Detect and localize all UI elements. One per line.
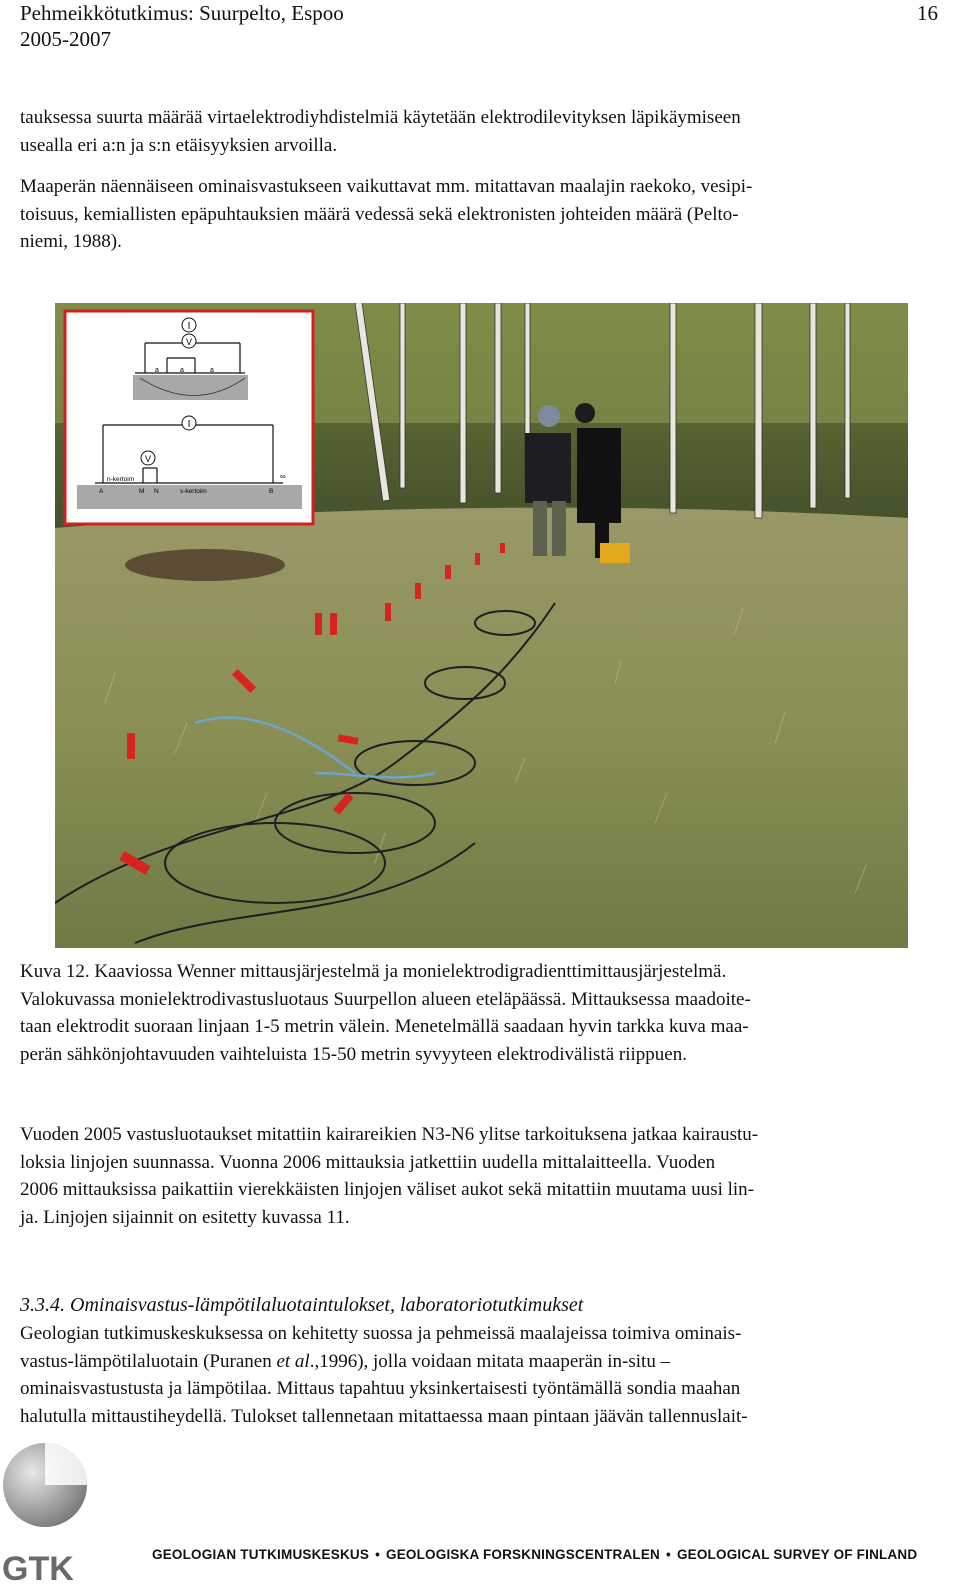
paragraph-line: 2006 mittauksissa paikattiin vierekkäisten linjojen väliset aukot sekä mitattiin muutama uusi lin- <box>20 1179 755 1200</box>
paragraph-line: usealla eri a:n ja s:n etäisyyksien arvoilla. <box>20 134 338 156</box>
paragraph-1 <box>20 104 942 159</box>
inset-electrode-B: B <box>269 488 274 495</box>
footer-org-fi: GEOLOGIAN TUTKIMUSKESKUS <box>152 1547 370 1562</box>
caption-line: perän sähkönjohtavuuden vaihteluista 15-50 metrin syvyyteen elektrodivälistä riippuen. <box>20 1043 687 1065</box>
paragraph-line: ominaisvastustusta ja lämpötilaa. Mittaus tapahtuu yksinkertaisesti työntämällä sondia maahan <box>20 1378 741 1399</box>
gtk-logo <box>0 1440 100 1583</box>
paragraph-line: loksia linjojen suunnassa. Vuonna 2006 mittauksia jatkettiin uudella mittalaitteella. Vuoden <box>20 1151 716 1173</box>
footer-org-en: GEOLOGICAL SURVEY OF FINLAND <box>676 1547 918 1562</box>
paragraph-line: niemi, 1988). <box>20 231 122 252</box>
footer-bullet: • <box>375 1547 380 1562</box>
inset-current-label: I <box>187 419 191 430</box>
inset-s-label: s-kertoim <box>180 488 207 495</box>
inset-a-label: a <box>155 367 159 374</box>
inset-infinity: ∞ <box>280 472 286 481</box>
footer-organizations <box>152 1547 917 1562</box>
inset-voltage-label: V <box>144 454 152 464</box>
paragraph-line: Vuoden 2005 vastusluotaukset mitattiin kairareikien N3-N6 ylitse tarkoituksena jatkaa kairaustu- <box>20 1124 759 1145</box>
caption-line: Kuva 12. Kaaviossa Wenner mittausjärjestelmä ja monielektrodigradienttimittausjärjestelmä. <box>20 961 727 982</box>
field-photo <box>55 303 908 948</box>
gtk-logo-text: GTK <box>2 1550 74 1583</box>
page-number: 16 <box>917 1 938 25</box>
inset-current-label: I <box>187 321 191 332</box>
inset-electrode-A: A <box>99 488 104 495</box>
inset-voltage-label: V <box>185 337 193 347</box>
document-header <box>20 0 344 52</box>
inset-diagram <box>65 311 313 524</box>
inset-electrode-M: M <box>139 488 145 495</box>
header-title: Pehmeikkötutkimus: Suurpelto, Espoo <box>20 1 344 25</box>
paragraph-line: halutulla mittaustiheydellä. Tulokset tallennetaan mitattaessa maan pintaan jäävän tallennuslait- <box>20 1405 748 1427</box>
caption-line: taan elektrodit suoraan linjaan 1-5 metrin välein. Menetelmällä saadaan hyvin tarkka kuva maa- <box>20 1016 749 1037</box>
paragraph-line: toisuus, kemiallisten epäpuhtauksien määrä vedessä sekä elektronisten johteiden määrä (Pelto- <box>20 203 739 225</box>
paragraph-line: ja. Linjojen sijainnit on esitetty kuvassa 11. <box>20 1206 350 1228</box>
paragraph-line: Maaperän näennäiseen ominaisvastukseen vaikuttavat mm. mitattavan maalajin raekoko, vesipi- <box>20 176 753 197</box>
paragraph-4 <box>20 1320 942 1430</box>
inset-a-label: a <box>180 367 184 374</box>
instrument-box <box>600 543 630 563</box>
paragraph-line: tauksessa suurta määrää virtaelektrodiyhdistelmiä käytetään elektrodilevityksen läpikäymiseen <box>20 107 741 128</box>
section-heading: 3.3.4. Ominaisvastus-lämpötilaluotaintulokset, laboratoriotutkimukset <box>20 1294 584 1316</box>
footer-org-sv: GEOLOGISKA FORSKNINGSCENTRALEN <box>386 1547 661 1562</box>
et-al: et al <box>276 1350 310 1372</box>
paragraph-2 <box>20 173 942 256</box>
inset-electrode-N: N <box>154 488 159 495</box>
header-years: 2005-2007 <box>20 27 111 51</box>
caption-line: Valokuvassa monielektrodivastusluotaus Suurpellon alueen eteläpäässä. Mittauksessa maadoite- <box>20 988 751 1010</box>
figure-caption <box>20 958 942 1068</box>
paragraph-3 <box>20 1121 942 1231</box>
paragraph-line: Geologian tutkimuskeskuksessa on kehitetty suossa ja pehmeissä maalajeissa toimiva ominais- <box>20 1323 742 1344</box>
inset-a-label: a <box>210 367 214 374</box>
paragraph-line: vastus-lämpötilaluotain (Puranen et al.,1996), jolla voidaan mitata maaperän in-situ – <box>20 1350 671 1372</box>
footer-bullet: • <box>666 1547 671 1562</box>
inset-n-label: n-kertoim <box>107 476 135 483</box>
